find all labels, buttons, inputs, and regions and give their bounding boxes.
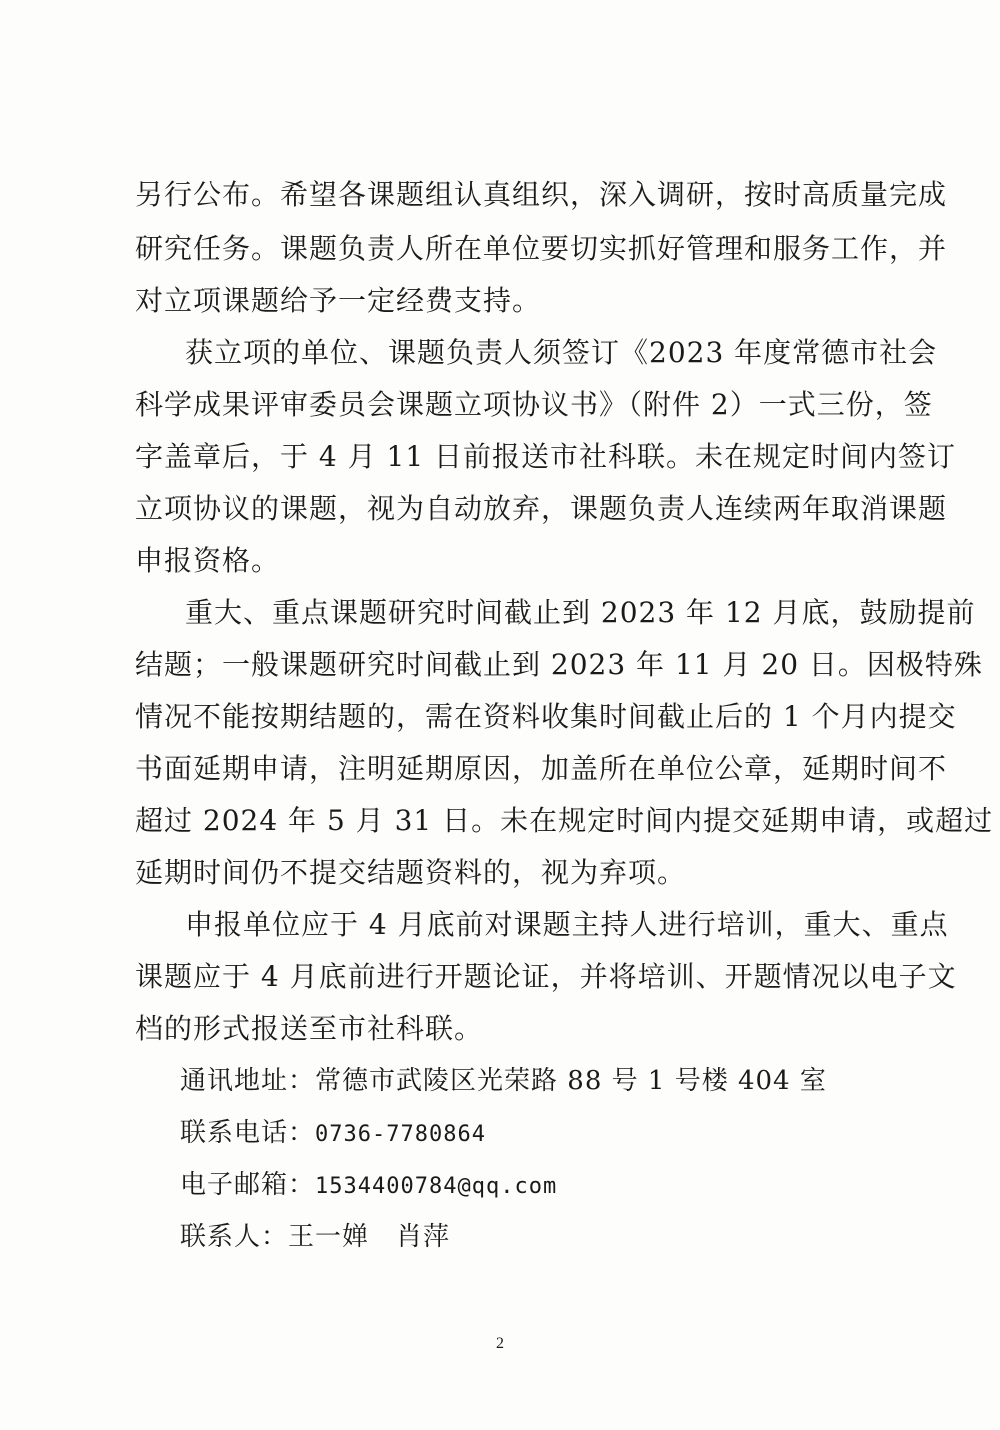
paragraph-3-line-5: 超过 2024 年 5 月 31 日。未在规定时间内提交延期申请，或超过 [135, 804, 994, 837]
paragraph-1-line-3: 对立项课题给予一定经费支持。 [135, 284, 542, 317]
contact-address-value: 常德市武陵区光荣路 88 号 1 号楼 404 室 [315, 1066, 827, 1096]
paragraph-3-line-3: 情况不能按期结题的，需在资料收集时间截止后的 1 个月内提交 [135, 700, 957, 733]
paragraph-1-line-2: 研究任务。课题负责人所在单位要切实抓好管理和服务工作，并 [135, 232, 948, 265]
contact-address-label: 通讯地址： [180, 1066, 316, 1096]
paragraph-2-line-1: 获立项的单位、课题负责人须签订《2023 年度常德市社会 [185, 336, 938, 369]
paragraph-4-line-1: 申报单位应于 4 月底前对课题主持人进行培训，重大、重点 [185, 908, 949, 941]
contact-email-label: 电子邮箱： [180, 1170, 316, 1200]
contact-email [180, 1168, 557, 1204]
paragraph-3-line-4: 书面延期申请，注明延期原因，加盖所在单位公章，延期时间不 [135, 752, 948, 785]
paragraph-3-line-6: 延期时间仍不提交结题资料的，视为弃项。 [135, 856, 687, 889]
contact-person-value: 王一婵 肖萍 [288, 1222, 451, 1252]
paragraph-4-line-2: 课题应于 4 月底前进行开题论证，并将培训、开题情况以电子文 [135, 960, 957, 993]
contact-person-label: 联系人： [180, 1222, 289, 1252]
contact-address [180, 1064, 827, 1098]
page-number: 2 [496, 1335, 504, 1352]
contact-phone [180, 1116, 486, 1152]
paragraph-3-line-1: 重大、重点课题研究时间截止到 2023 年 12 月底，鼓励提前 [185, 596, 976, 629]
contact-phone-label: 联系电话： [180, 1118, 316, 1148]
paragraph-4-line-3: 档的形式报送至市社科联。 [135, 1012, 484, 1045]
contact-person [180, 1220, 450, 1254]
contact-email-value: 1534400784@qq.com [315, 1174, 558, 1199]
paragraph-3-line-2: 结题；一般课题研究时间截止到 2023 年 11 月 20 日。因极特殊 [135, 648, 983, 681]
paragraph-2-line-2: 科学成果评审委员会课题立项协议书》（附件 2）一式三份，签 [135, 388, 933, 421]
paragraph-1-line-1: 另行公布。希望各课题组认真组织，深入调研，按时高质量完成 [135, 178, 948, 211]
paragraph-2-line-3: 字盖章后，于 4 月 11 日前报送市社科联。未在规定时间内签订 [135, 440, 957, 473]
contact-phone-value: 0736-7780864 [315, 1122, 486, 1147]
paragraph-2-line-5: 申报资格。 [135, 544, 281, 577]
paragraph-2-line-4: 立项协议的课题，视为自动放弃，课题负责人连续两年取消课题 [135, 492, 948, 525]
